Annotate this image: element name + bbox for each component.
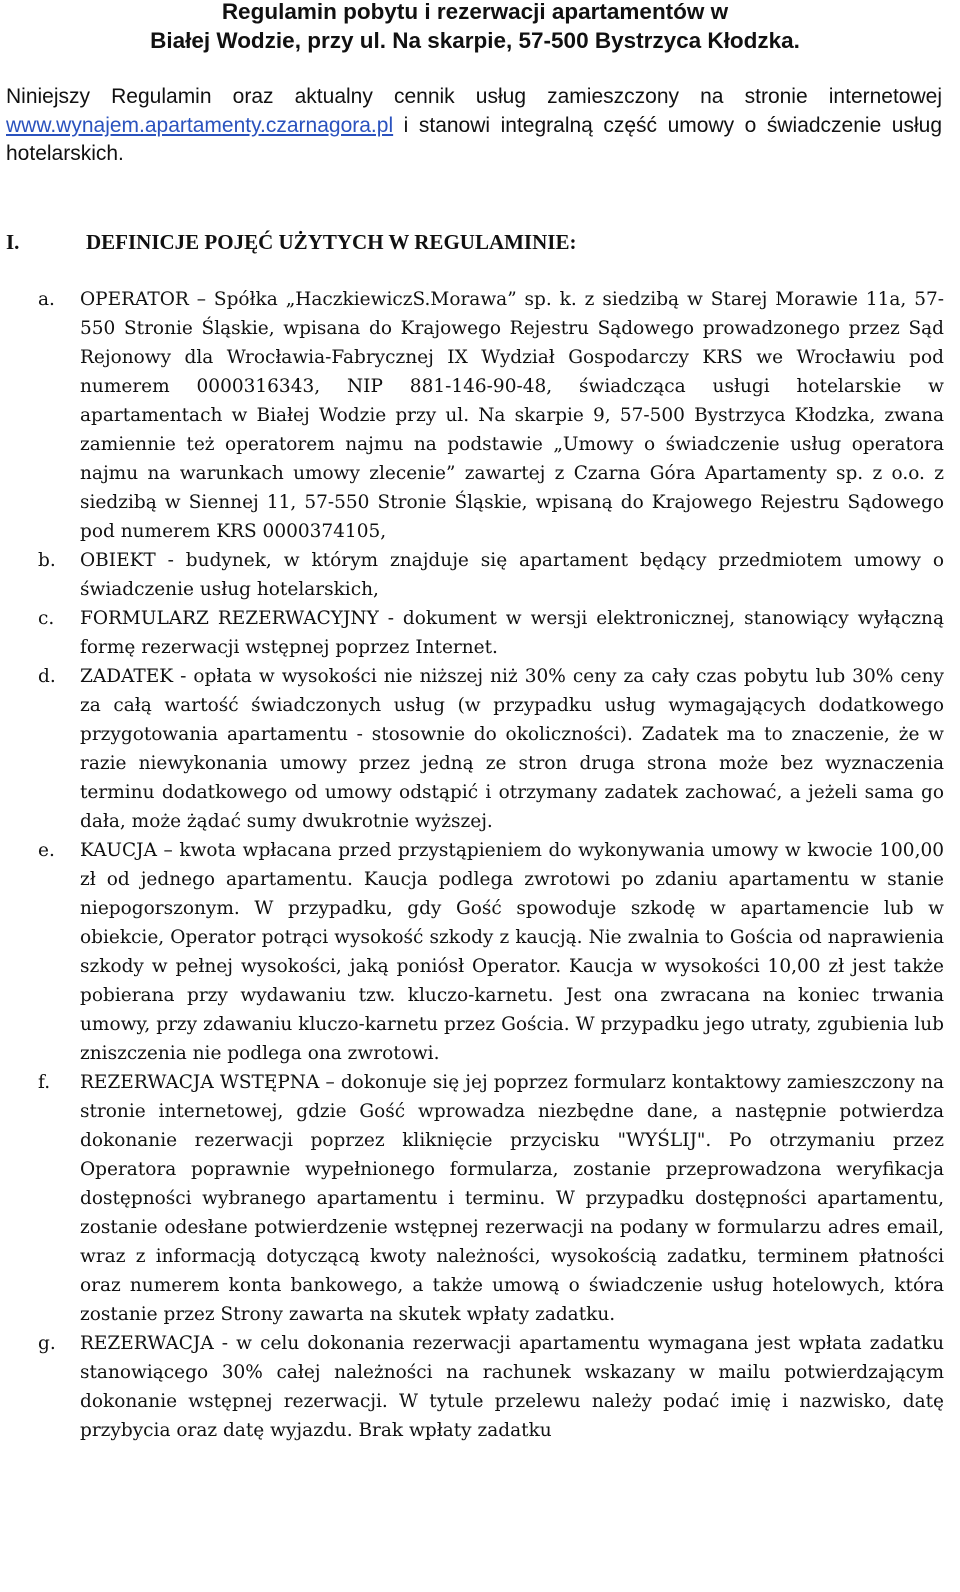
definition-text: FORMULARZ REZERWACYJNY - dokument w wersji elektronicznej, stanowiący wyłączną formę rezerwacji wstępnej poprzez Internet. [80, 608, 944, 658]
definition-text: OPERATOR – Spółka „HaczkiewiczS.Morawa” sp. k. z siedzibą w Starej Morawie 11a, 57-550 Stronie Śląskie, wpisana do Krajowego Rejestru Sądowego prowadzonego przez Sąd Rejonowy dla Wrocławia-Fabrycznej IX Wydział Gospodarczy KRS we Wrocławiu pod numerem 0000316343, NIP 881-146-90-48, świadcząca usługi hotelarskie w apartamentach w Białej Wodzie przy ul. Na skarpie 9, 57-500 Bystrzyca Kłodzka, zwana zamiennie też operatorem najmu na podstawie „Umowy o świadczenie usług operatora najmu na warunkach umowy zlecenie” zawartej z Czarna Góra Apartamenty sp. z o.o. z siedzibą w Siennej 11, 57-550 Stronie Śląskie, wpisaną do Krajowego Rejestru Sądowego pod numerem KRS 0000374105, [80, 289, 944, 542]
definition-item [0, 285, 944, 546]
document-title-line-2: Białej Wodzie, przy ul. Na skarpie, 57-500 Bystrzyca Kłodzka. [150, 28, 800, 53]
definition-letter: b. [38, 550, 56, 571]
definition-item [0, 1068, 944, 1329]
intro-text-before-link: Niniejszy Regulamin oraz aktualny cennik usług zamieszczony na stronie internetowej [6, 85, 942, 108]
definition-letter: d. [38, 666, 56, 687]
definition-text: REZERWACJA WSTĘPNA – dokonuje się jej poprzez formularz kontaktowy zamieszczony na stronie internetowej, gdzie Gość wprowadza niezbędne dane, a następnie potwierdza dokonanie rezerwacji poprzez kliknięcie przycisku "WYŚLIJ". Po otrzymaniu przez Operatora poprawnie wypełnionego formularza, zostanie przeprowadzona weryfikacja dostępności wybranego apartamentu i terminu. W przypadku dostępności apartamentu, zostanie odesłane potwierdzenie wstępnej rezerwacji na podany w formularzu adres email, wraz z informacją dotyczącą kwoty należności, wysokością zadatku, terminem płatności oraz numerem konta bankowego, a także umową o świadczenie usług hotelowych, która zostanie przez Strony zawarta na skutek wpłaty zadatku. [80, 1072, 944, 1325]
definition-letter: e. [38, 840, 55, 861]
definition-item [0, 604, 944, 662]
definition-text: REZERWACJA - w celu dokonania rezerwacji apartamentu wymagana jest wpłata zadatku stanowiącego 30% całej należności na rachunek wskazany w mailu potwierdzającym dokonanie wstępnej rezerwacji. W tytule przelewu należy podać imię i nazwisko, datę przybycia oraz datę wyjazdu. Brak wpłaty zadatku [80, 1333, 944, 1441]
definition-letter: c. [38, 608, 55, 629]
definitions-list [0, 285, 944, 1445]
section-title: DEFINICJE POJĘĆ UŻYTYCH W REGULAMINIE: [86, 230, 577, 254]
intro-paragraph [6, 83, 942, 169]
definition-item [0, 1329, 944, 1445]
intro-text-after-link: i stanowi integralną część umowy o świadczenie usług hotelarskich. [6, 113, 942, 165]
definition-item [0, 546, 944, 604]
definition-item [0, 836, 944, 1068]
document-title [0, 0, 950, 55]
definition-text: KAUCJA – kwota wpłacana przed przystąpieniem do wykonywania umowy w kwocie 100,00 zł od jednego apartamentu. Kaucja podlega zwrotowi po zdaniu apartamentu w stanie niepogorszonym. W przypadku, gdy Gość spowoduje szkodę w apartamencie lub w obiekcie, Operator potrąci wysokość szkody z kaucją. Nie zwalnia to Gościa od naprawienia szkody w pełnej wysokości, jaką poniósł Operator. Kaucja w wysokości 10,00 zł jest także pobierana przy wydawaniu tzw. kluczo-karnetu. Jest ona zwracana na koniec trwania umowy, przy zdawaniu kluczo-karnetu przez Gościa. W przypadku jego utraty, zgubienia lub zniszczenia nie podlega ona zwrotowi. [80, 840, 944, 1064]
definition-letter: g. [38, 1333, 56, 1354]
definition-letter: f. [38, 1072, 51, 1093]
section-heading [6, 228, 576, 256]
document-title-line-1: Regulamin pobytu i rezerwacji apartamentów w [221, 0, 729, 24]
definition-letter: a. [38, 289, 55, 310]
definition-text: ZADATEK - opłata w wysokości nie niższej niż 30% ceny za cały czas pobytu lub 30% ceny za całą wartość świadczonych usług (w przypadku usług wymagających dodatkowego przygotowania apartamentu - stosownie do okoliczności). Zadatek ma to znaczenie, że w razie niewykonania umowy przez jedną ze stron druga strona może bez wyznaczenia terminu dodatkowego od umowy odstąpić i otrzymany zadatek zachować, a jeżeli sama go dała, może żądać sumy dwukrotnie wyższej. [80, 666, 944, 832]
definition-text: OBIEKT - budynek, w którym znajduje się apartament będący przedmiotem umowy o świadczenie usług hotelarskich, [80, 550, 944, 600]
definition-item [0, 662, 944, 836]
website-link[interactable]: www.wynajem.apartamenty.czarnagora.pl [6, 113, 394, 137]
section-number: I. [6, 230, 20, 254]
